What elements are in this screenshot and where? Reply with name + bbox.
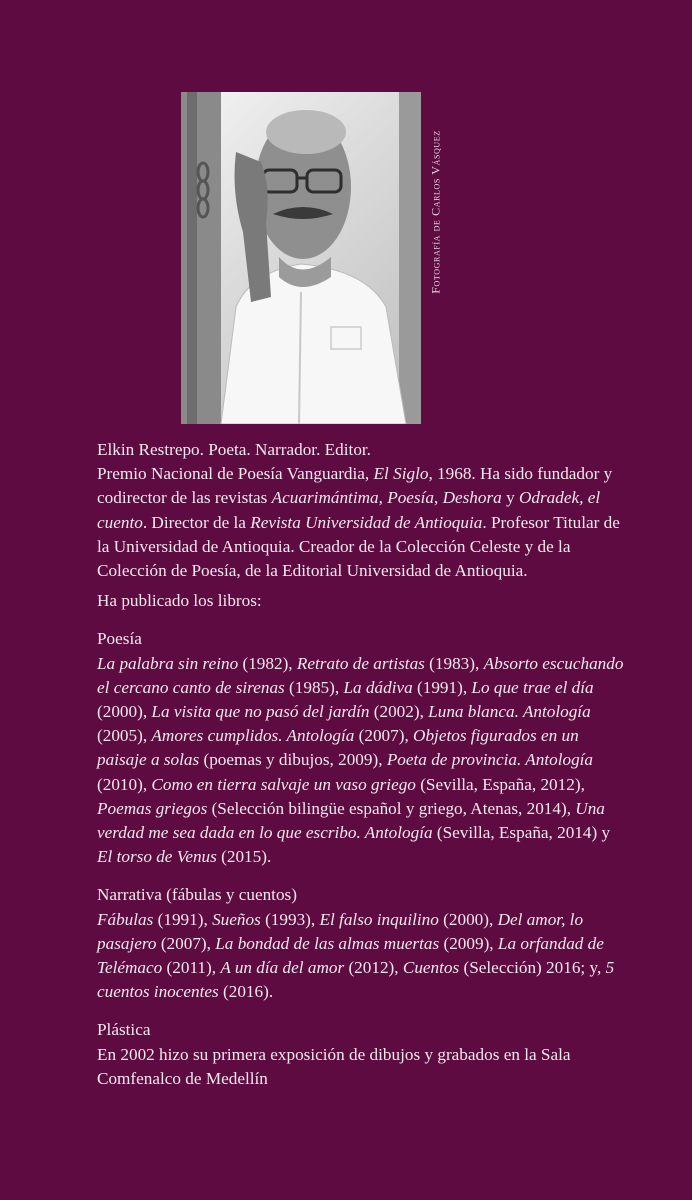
book-detail: (2007), xyxy=(156,933,216,953)
book-title: Amores cumplidos. Antología xyxy=(151,726,355,746)
book-detail: (Sevilla, España, 2014) y xyxy=(432,823,611,843)
book-title: A un día del amor xyxy=(220,958,345,978)
book-title: Como en tierra salvaje un vaso griego xyxy=(151,774,416,794)
author-photo xyxy=(181,92,421,424)
poesia-list xyxy=(97,652,627,870)
plastica-text: En 2002 hizo su primera exposición de dibujos y grabados en la Sala Comfenalco de Medellín xyxy=(97,1044,571,1088)
published-intro: Ha publicado los libros: xyxy=(97,591,262,611)
section-title-narrativa: Narrativa (fábulas y cuentos) xyxy=(97,885,297,905)
book-title: Sueños xyxy=(212,909,261,929)
book-detail: (Sevilla, España, 2012), xyxy=(415,774,585,794)
book-detail: (2000), xyxy=(97,702,152,722)
book-detail: (2000), xyxy=(438,909,498,929)
book-detail: (2005), xyxy=(97,726,152,746)
book-detail: (Selección bilingüe español y griego, Atenas, 2014), xyxy=(207,798,576,818)
book-detail: (2002), xyxy=(369,702,429,722)
book-detail: (1985), xyxy=(284,677,344,697)
book-title: La orfandad de Telémaco xyxy=(97,933,604,978)
book-detail: (poemas y dibujos, 2009), xyxy=(199,750,387,770)
book-detail: (2012), xyxy=(344,958,403,978)
narrativa-list xyxy=(97,908,627,1005)
book-title: 5 cuentos inocentes xyxy=(97,958,615,1002)
book-detail: (1983), xyxy=(424,653,484,673)
section-title-plastica: Plástica xyxy=(97,1020,151,1040)
book-detail: (1982), xyxy=(238,653,297,673)
book-title: El torso de Venus xyxy=(97,847,217,867)
book-title: La palabra sin reino xyxy=(97,653,239,673)
author-heading: Elkin Restrepo. Poeta. Narrador. Editor. xyxy=(97,440,371,459)
book-title: Fábulas xyxy=(97,909,154,929)
book-title: Absorto escuchando el cercano canto de sirenas xyxy=(97,653,624,697)
book-title: Cuentos xyxy=(402,958,460,978)
book-title: La dádiva xyxy=(343,677,413,697)
book-detail: (1993), xyxy=(260,909,320,929)
biography xyxy=(97,438,627,1091)
book-title: Lo que trae el día xyxy=(471,677,594,697)
book-detail: (1991), xyxy=(412,677,472,697)
book-title: La visita que no pasó del jardín xyxy=(151,702,370,722)
book-title: Poeta de provincia. Antología xyxy=(386,750,594,770)
book-detail: (2007), xyxy=(354,726,414,746)
photo-credit: Fotografía de Carlos Vásquez xyxy=(428,130,443,294)
book-title: Del amor, lo pasajero xyxy=(97,909,584,953)
biography-paragraph: Premio Nacional de Poesía Vanguardia, El Siglo, 1968. Ha sido fundador y codirector de las revistas Acuarimántima, Poesía, Deshora y Odradek, el cuento. Director de la Revista Universidad de Antioquia. Profesor Titular de la Universidad de Antioquia. Creador de la Colección Celeste y de la Colección de Poesía, de la Editorial Universidad de Antioquia. xyxy=(97,464,620,581)
book-title: Una verdad me sea dada en lo que escribo. Antología xyxy=(97,798,605,843)
book-detail: (2009), xyxy=(439,933,498,953)
book-title: Objetos figurados en un paisaje a solas xyxy=(97,726,579,770)
book-title: Retrato de artistas xyxy=(296,653,425,673)
book-title: Poemas griegos xyxy=(97,798,208,818)
book-detail: (1991), xyxy=(153,909,213,929)
book-title: Luna blanca. Antología xyxy=(428,702,591,722)
book-title: La bondad de las almas muertas xyxy=(215,933,440,953)
section-title-poesia: Poesía xyxy=(97,629,142,649)
book-detail: (2015). xyxy=(216,847,272,867)
book-title: El falso inquilino xyxy=(319,909,439,929)
book-detail: (2011), xyxy=(162,958,221,978)
book-detail: (Selección) 2016; y, xyxy=(459,958,606,978)
book-detail: (2016). xyxy=(218,982,274,1002)
book-detail: (2010), xyxy=(97,774,152,794)
